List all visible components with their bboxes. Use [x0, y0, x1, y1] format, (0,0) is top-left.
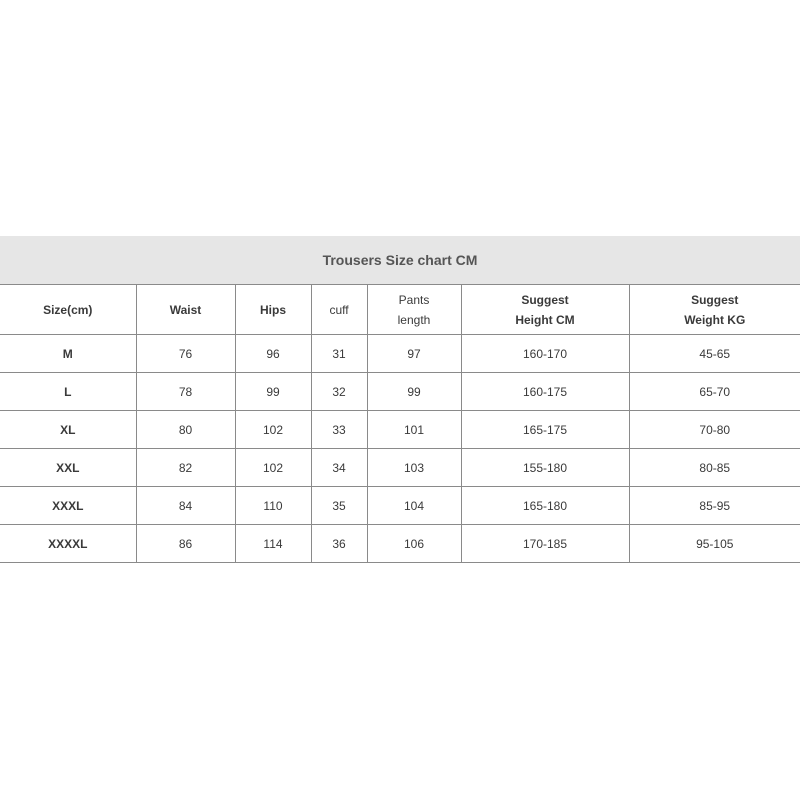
cell-cuff: 34 [311, 449, 367, 487]
header-suggest-weight [629, 285, 800, 335]
cell-size: XXXXL [0, 525, 136, 563]
table-row [0, 525, 800, 563]
cell-suggest-height: 170-185 [461, 525, 629, 563]
cell-waist: 86 [136, 525, 235, 563]
cell-suggest-weight: 70-80 [629, 411, 800, 449]
cell-cuff: 33 [311, 411, 367, 449]
cell-pants-length: 106 [367, 525, 461, 563]
cell-suggest-height: 160-170 [461, 335, 629, 373]
header-weight-line1: Suggest [691, 292, 739, 307]
cell-waist: 76 [136, 335, 235, 373]
cell-cuff: 32 [311, 373, 367, 411]
cell-suggest-weight: 85-95 [629, 487, 800, 525]
cell-size: XXL [0, 449, 136, 487]
cell-pants-length: 101 [367, 411, 461, 449]
size-chart-title: Trousers Size chart CM [0, 236, 800, 284]
header-pants-line1: Pants [398, 292, 430, 307]
table-row [0, 487, 800, 525]
table-row [0, 411, 800, 449]
header-waist: Waist [136, 285, 235, 335]
cell-pants-length: 99 [367, 373, 461, 411]
cell-cuff: 36 [311, 525, 367, 563]
cell-cuff: 35 [311, 487, 367, 525]
cell-size: L [0, 373, 136, 411]
cell-suggest-weight: 80-85 [629, 449, 800, 487]
table-row [0, 449, 800, 487]
header-pants-length [367, 285, 461, 335]
cell-hips: 102 [235, 411, 311, 449]
table-row [0, 373, 800, 411]
cell-suggest-height: 165-175 [461, 411, 629, 449]
header-size: Size(cm) [0, 285, 136, 335]
cell-waist: 78 [136, 373, 235, 411]
cell-suggest-height: 155-180 [461, 449, 629, 487]
cell-suggest-height: 160-175 [461, 373, 629, 411]
cell-pants-length: 97 [367, 335, 461, 373]
cell-hips: 96 [235, 335, 311, 373]
header-cuff: cuff [311, 285, 367, 335]
table-row [0, 335, 800, 373]
cell-hips: 110 [235, 487, 311, 525]
cell-hips: 114 [235, 525, 311, 563]
header-height-line2: Height CM [515, 312, 575, 327]
cell-size: XL [0, 411, 136, 449]
cell-waist: 82 [136, 449, 235, 487]
cell-size: XXXL [0, 487, 136, 525]
cell-waist: 80 [136, 411, 235, 449]
cell-suggest-weight: 95-105 [629, 525, 800, 563]
header-pants-line2: length [397, 312, 431, 327]
cell-waist: 84 [136, 487, 235, 525]
cell-suggest-weight: 65-70 [629, 373, 800, 411]
size-chart-table [0, 284, 800, 563]
cell-cuff: 31 [311, 335, 367, 373]
header-suggest-height [461, 285, 629, 335]
cell-hips: 99 [235, 373, 311, 411]
header-hips: Hips [235, 285, 311, 335]
cell-size: M [0, 335, 136, 373]
header-weight-line2: Weight KG [684, 312, 746, 327]
cell-suggest-weight: 45-65 [629, 335, 800, 373]
cell-pants-length: 104 [367, 487, 461, 525]
cell-hips: 102 [235, 449, 311, 487]
cell-suggest-height: 165-180 [461, 487, 629, 525]
header-row [0, 285, 800, 335]
cell-pants-length: 103 [367, 449, 461, 487]
header-height-line1: Suggest [521, 292, 569, 307]
